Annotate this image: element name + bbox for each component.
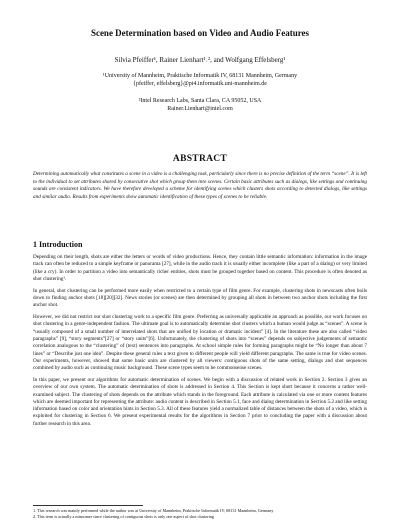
footnote-divider <box>33 505 143 506</box>
footnote-2: 2. This term is actually a misnomer since clustering of contiguous shots is only one aspect of shot clustering <box>33 514 215 519</box>
affiliation-1-email: {pfeiffer, effelsberg}@pi4.informatik.uni-mannheim.de <box>133 81 267 87</box>
body-paragraph: In general, shot clustering can be performed more easily when restricted to a certain type of film genre. For example, clustering shots in newscasts often boils down to finding anchor shots [18][20][32]. News stories (or scenes) are then determined by grouping all shots in between two anchor shots including the first anchor shot. <box>33 287 367 309</box>
abstract-text: Determining automatically what constitutes a scene in a video is a challenging task, particularly since there is no precise definition of the term “scene”. It is left to the individual to set attributes shared by consecutive shot which group them into scenes. Certain basic attributes such as dialogs, like settings and continuing sounds are consistent indicators. We have therefore developed a scheme for identifying scenes which clusters shots according to detected dialogs, like settings and similar audio. Results from experiments show automatic identification of these types of scenes to be reliable. <box>33 171 367 200</box>
affiliation-2-address: ²Intel Research Labs, Santa Clara, CA 95052, USA <box>138 98 262 104</box>
footnotes <box>33 508 367 520</box>
abstract-heading: ABSTRACT <box>172 154 228 164</box>
section-heading-introduction: 1 Introduction <box>33 240 83 249</box>
affiliation-2-email: Rainer.Lienhart@intel.com <box>167 106 233 112</box>
body-paragraph: However, we did not restrict our shot clustering work to a specific film genre. Preferring as universally applicable an approach as possible, our work focuses on shot clustering in a genre-independent fashion. The ultimate goal is to automatically determine shot clusters which a human would judge as “scenes”. A scene is “usually composed of a small number of interrelated shots that are unified by location or dramatic incident” [4]. In the literature these are also called “video paragraphs” [9], “story segments”[27] or “story units”[6]. Unfortunately, the clustering of shots into “scenes” depends on subjective judgements of semantic correlation analogous to the “clustering” of (text) sentences into paragraphs. At school simple rules for forming paragraphs might be “No longer than about 7 lines” or “Describe just one idea”. Despite these general rules a text given to different people will yield different paragraphs. The same is true for video scenes. Our experiments, however, showed that some basic units are clustered by all viewers: contiguous shots of the same setting, dialogs and shot sequences combined by audio such as continuing music background. These scene types seem to be commonsense scenes. <box>33 314 367 372</box>
body-paragraph: Depending on their length, shots are either the letters or words of video productions. Hence, they contain little semantic information: information in the image track can often be reduced to a simple keyframe or panorama [27], while in the audio track it is usually either incomplete (like a part of a dialog) or very limited (like a cry). In order to partition a video into semantically richer entities, shots must be grouped together based on content. This procedure is often denoted as shot clustering¹. <box>33 254 367 282</box>
affiliation-1-address: ¹University of Mannheim, Praktische Informatik IV, 68131 Mannheim, Germany <box>102 73 298 79</box>
footnote-1: 1. This research was mainly performed while the author was at University of Mannheim, Praktische Informatik IV, 68131 Mannheim, Germany <box>33 508 274 513</box>
paper-title: Scene Determination based on Video and Audio Features <box>90 28 310 38</box>
introduction-body <box>33 254 367 433</box>
affiliation-1 <box>0 72 400 88</box>
body-paragraph: In this paper, we present our algorithms for automatic determination of scenes. We begin with a discussion of related work in Section 2. Section 3 gives an overview of our own system. The automatic determination of shots is addressed in Section 4. This Section is kept short because it concerns a rather well-examined subject. The clustering of shots depends on the attribute which stands in the foreground. Each attribute is calculated via one or more content features which are deemed important for representing the attribute: audio content is described in Section 5.1, face and dialog determination in Section 5.2 and like setting information based on color and orientation hints in Section 5.3. All of these features yield a normalized table of distances between the shots of a video, which is exploited for clustering in Section 6. We present experimental results for the algorithms in Section 7 prior to concluding the paper with a discussion about further research in this area. <box>33 376 367 427</box>
affiliation-2 <box>0 97 400 113</box>
author-list: Silvia Pfeiffer¹, Rainer Lienhart¹˒², and Wolfgang Effelsberg¹ <box>114 56 286 64</box>
